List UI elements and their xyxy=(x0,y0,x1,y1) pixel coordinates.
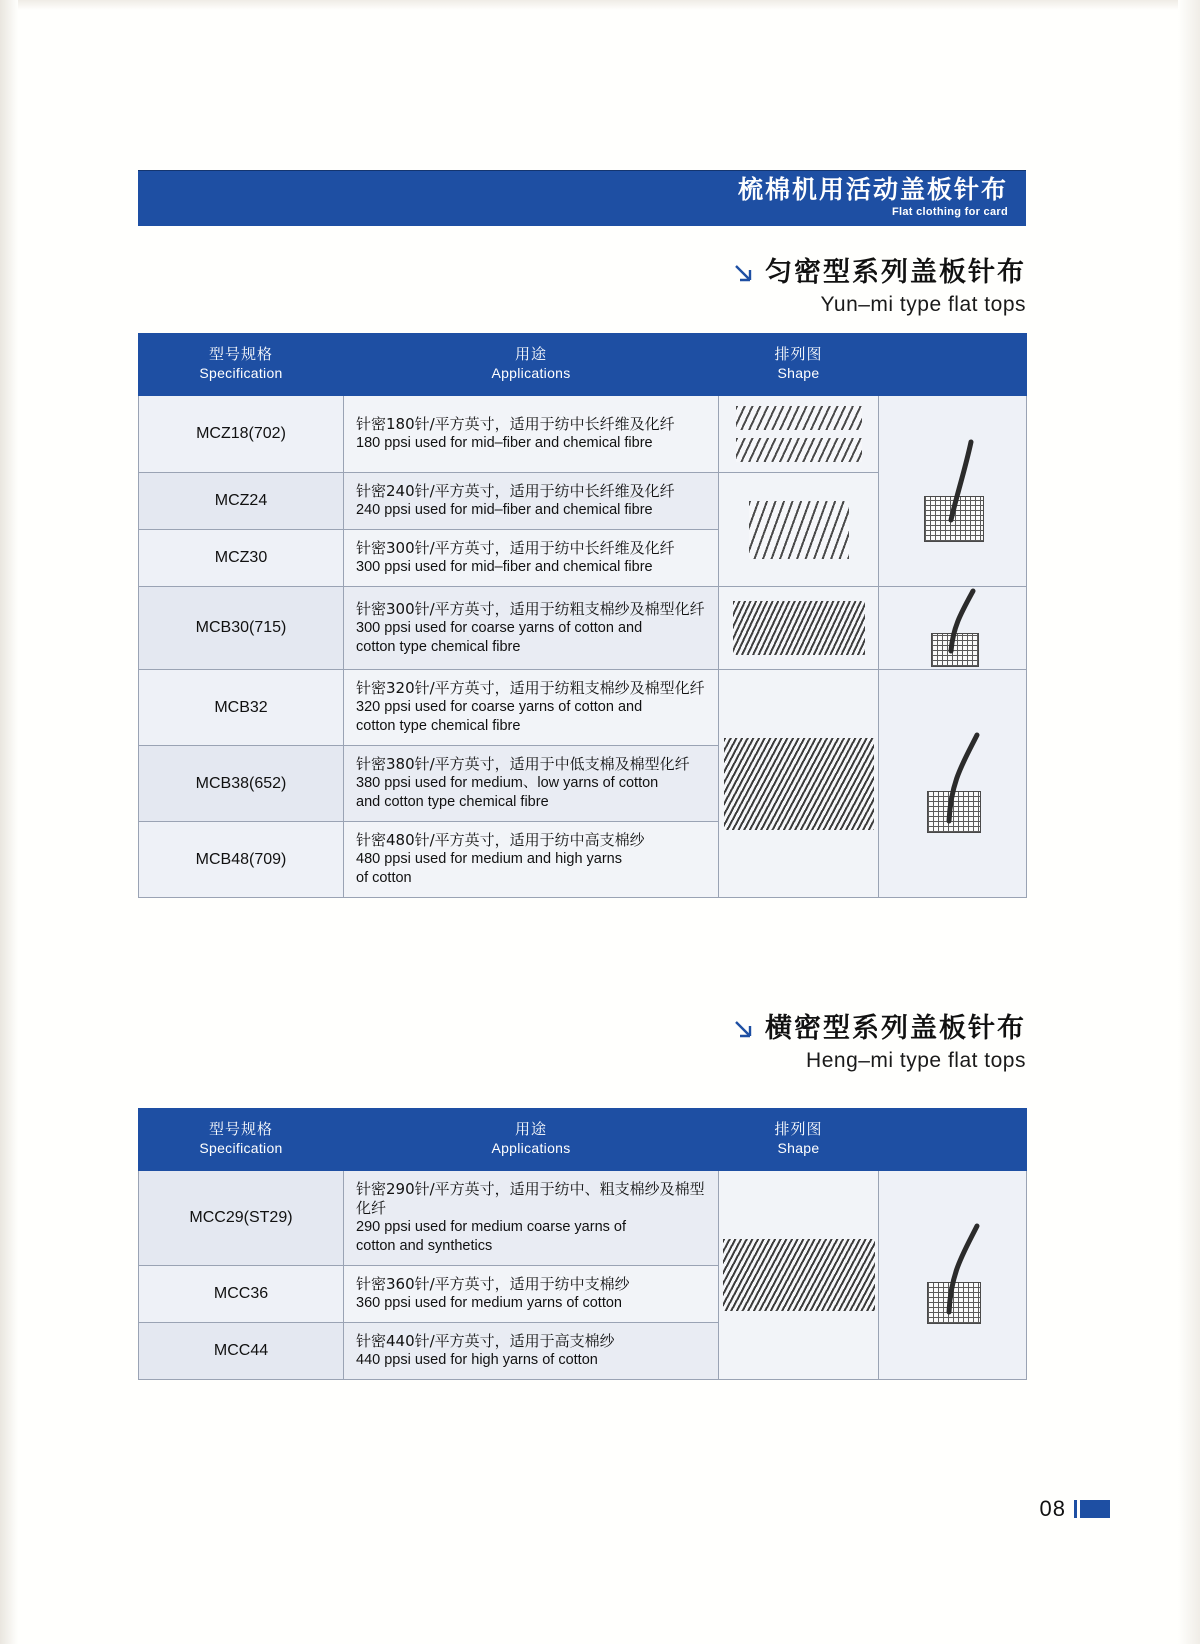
application-en: 440 ppsi used for high yarns of cotton xyxy=(356,1352,598,1368)
th-applications-cn: 用途 xyxy=(514,345,547,363)
application-cn: 针密180针/平方英寸，适用于纺中长纤维及化纤 xyxy=(356,415,675,433)
cell-spec: MCC29(ST29) xyxy=(139,1171,344,1266)
cell-application xyxy=(344,1171,719,1266)
cell-application xyxy=(344,473,719,530)
page-number-bars xyxy=(1074,1500,1110,1518)
banner-title-cn: 梳棉机用活动盖板针布 xyxy=(737,175,1008,204)
application-cn: 针密320针/平方英寸，适用于纺粗支棉纱及棉型化纤 xyxy=(356,679,705,697)
application-en-2: cotton type chemical fibre xyxy=(356,638,521,655)
cell-spec: MCB32 xyxy=(139,670,344,746)
section-1-title-en: Yun–mi type flat tops xyxy=(820,293,1026,316)
cell-spec: MCB30(715) xyxy=(139,587,344,670)
cell-shape xyxy=(719,473,879,587)
needle-arrangement-pattern xyxy=(733,601,865,655)
th-applications-cn: 用途 xyxy=(514,1120,547,1138)
cell-spec: MCB38(652) xyxy=(139,746,344,822)
needle-profile-diagram xyxy=(893,1220,1013,1330)
cell-application xyxy=(344,822,719,898)
needle-arrangement-pattern xyxy=(736,406,862,430)
th-profile xyxy=(879,334,1027,396)
th-specification xyxy=(139,334,344,396)
page-number: 08 xyxy=(1039,1496,1066,1521)
th-shape-en: Shape xyxy=(777,1140,820,1156)
cell-shape xyxy=(719,587,879,670)
cell-needle-profile xyxy=(879,587,1027,670)
application-en: 320 ppsi used for coarse yarns of cotton and xyxy=(356,699,643,715)
needle-arrangement-pattern xyxy=(723,1239,875,1311)
cell-spec: MCC44 xyxy=(139,1323,344,1380)
table-hengmi xyxy=(138,1108,1027,1380)
table-header-row xyxy=(139,1109,1027,1171)
cell-needle-profile xyxy=(879,396,1027,587)
application-cn: 针密300针/平方英寸，适用于纺粗支棉纱及棉型化纤 xyxy=(356,599,705,618)
th-applications-en: Applications xyxy=(491,1140,571,1156)
page-footer xyxy=(1040,1496,1110,1522)
th-specification-cn: 型号规格 xyxy=(208,345,273,363)
cell-spec: MCZ18(702) xyxy=(139,396,344,473)
needle-profile-diagram xyxy=(893,436,1013,546)
application-cn: 针密240针/平方英寸，适用于纺中长纤维及化纤 xyxy=(356,482,675,500)
th-shape-en: Shape xyxy=(777,365,820,381)
th-shape xyxy=(719,334,879,396)
cell-spec: MCZ30 xyxy=(139,530,344,587)
application-cn: 针密440针/平方英寸，适用于高支棉纱 xyxy=(356,1332,615,1350)
application-cn: 针密290针/平方英寸，适用于纺中、粗支棉纱及棉型化纤 xyxy=(356,1180,705,1217)
section-1-heading xyxy=(138,256,1026,290)
application-en: 290 ppsi used for medium coarse yarns of xyxy=(356,1219,626,1235)
page-edge-left xyxy=(0,0,18,1644)
cell-application xyxy=(344,530,719,587)
table-row xyxy=(139,587,1027,670)
th-shape xyxy=(719,1109,879,1171)
header-banner-text xyxy=(738,176,1008,219)
cell-application xyxy=(344,746,719,822)
cell-application xyxy=(344,670,719,746)
cell-needle-profile xyxy=(879,1171,1027,1380)
th-specification-cn: 型号规格 xyxy=(208,1120,273,1138)
application-en-2: and cotton type chemical fibre xyxy=(356,794,549,810)
th-profile xyxy=(879,1109,1027,1171)
th-specification-en: Specification xyxy=(199,365,283,381)
needle-profile-diagram xyxy=(893,587,1013,669)
section-2-title-cn: 横密型系列盖板针布 xyxy=(765,1013,1026,1044)
application-en: 360 ppsi used for medium yarns of cotton xyxy=(356,1295,622,1311)
application-cn: 针密480针/平方英寸，适用于纺中高支棉纱 xyxy=(356,831,645,849)
application-en: 180 ppsi used for mid–fiber and chemical fibre xyxy=(356,435,653,451)
table-yunmi xyxy=(138,333,1027,898)
th-specification xyxy=(139,1109,344,1171)
needle-arrangement-pattern xyxy=(736,438,862,462)
needle-profile-diagram xyxy=(893,729,1013,839)
section-2-heading xyxy=(138,1012,1026,1046)
bar-thick xyxy=(1080,1500,1110,1518)
table-header-row xyxy=(139,334,1027,396)
cell-application xyxy=(344,1266,719,1323)
page-edge-right xyxy=(1178,0,1200,1644)
th-applications xyxy=(344,334,719,396)
table-row xyxy=(139,396,1027,473)
cell-application xyxy=(344,396,719,473)
application-en: 300 ppsi used for coarse yarns of cotton and xyxy=(356,619,643,636)
th-shape-cn: 排列图 xyxy=(774,345,823,363)
header-banner xyxy=(138,170,1026,226)
table-row xyxy=(139,670,1027,746)
th-shape-cn: 排列图 xyxy=(774,1120,823,1138)
cell-shape xyxy=(719,1171,879,1380)
application-en: 240 ppsi used for mid–fiber and chemical fibre xyxy=(356,502,653,518)
application-en: 380 ppsi used for medium、low yarns of cotton xyxy=(356,775,659,791)
section-2-title-en: Heng–mi type flat tops xyxy=(806,1049,1026,1072)
cell-application xyxy=(344,1323,719,1380)
table-row xyxy=(139,1171,1027,1266)
cell-spec: MCB48(709) xyxy=(139,822,344,898)
cell-application xyxy=(344,587,719,670)
cell-shape xyxy=(719,670,879,898)
application-en-2: cotton type chemical fibre xyxy=(356,718,521,734)
section-1-title-cn: 匀密型系列盖板针布 xyxy=(765,257,1026,288)
needle-arrangement-pattern xyxy=(724,738,874,830)
needle-arrangement-pattern xyxy=(749,501,849,559)
application-en: 300 ppsi used for mid–fiber and chemical fibre xyxy=(356,559,653,575)
section-title-1 xyxy=(138,256,1026,318)
arrow-down-right-icon xyxy=(733,260,755,282)
application-cn: 针密300针/平方英寸，适用于纺中长纤维及化纤 xyxy=(356,539,675,557)
page-edge-top xyxy=(0,0,1200,10)
cell-shape xyxy=(719,396,879,473)
application-en: 480 ppsi used for medium and high yarns xyxy=(356,851,622,867)
th-specification-en: Specification xyxy=(199,1140,283,1156)
cell-spec: MCC36 xyxy=(139,1266,344,1323)
th-applications xyxy=(344,1109,719,1171)
section-title-2 xyxy=(138,1012,1026,1074)
arrow-down-right-icon xyxy=(733,1016,755,1038)
application-cn: 针密360针/平方英寸，适用于纺中支棉纱 xyxy=(356,1275,630,1293)
application-en-2: cotton and synthetics xyxy=(356,1238,493,1254)
application-en-2: of cotton xyxy=(356,870,412,886)
bar-thin xyxy=(1074,1500,1077,1518)
cell-needle-profile xyxy=(879,670,1027,898)
application-cn: 针密380针/平方英寸，适用于中低支棉及棉型化纤 xyxy=(356,755,690,773)
th-applications-en: Applications xyxy=(491,365,571,381)
banner-title-en: Flat clothing for card xyxy=(892,206,1008,218)
cell-spec: MCZ24 xyxy=(139,473,344,530)
